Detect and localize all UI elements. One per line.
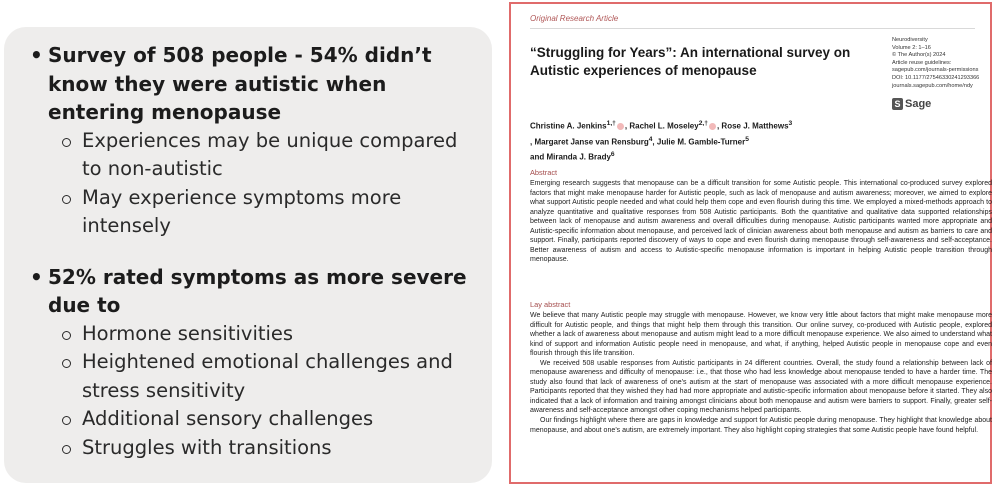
author-list	[530, 117, 860, 164]
journal-reuse: Article reuse guidelines:	[892, 59, 952, 66]
abstract-paragraph: Emerging research suggests that menopause can be a difficult transition for some Autistic people. This international co-produced survey explored factors that might make menopause harder for Autistic people, such as lack of menopause and autism awareness; moreover, we aimed to explore what support Autistic people needed and what could help them cope and even flourish during this time. We employed a mixed-methods approach to analyze quantitative and qualitative responses from 508 Autistic participants. Both the quantitative and qualitative data supported relationships between lack of menopause and autism awareness and overall difficulties during menopause. Autistic participants wanted more appropriate and Autistic-specific information about menopause, and perceived lack of clinician awareness about both menopause and autism as barriers to care and support. Finally, participants reported discovery of ways to cope and even flourish during menopause through self-awareness and self-acceptance. Better awareness of autism and access to Autistic-specific menopause information is important in helping Autistic people transition through menopause.	[530, 180, 992, 264]
author-name: Christine A. Jenkins	[530, 121, 607, 131]
header-divider	[530, 28, 975, 29]
publisher-logo	[892, 98, 931, 110]
paper-excerpt	[509, 2, 992, 484]
author-name: and Miranda J. Brady	[530, 152, 611, 162]
orcid-icon	[709, 123, 716, 130]
journal-volume: Volume 2: 1–16	[892, 44, 931, 51]
bullet-severity: • 52% rated symptoms as more severe due to	[30, 263, 480, 320]
journal-info	[892, 37, 992, 90]
sage-logo-icon: S	[892, 98, 903, 110]
summary-list	[30, 41, 480, 462]
sub-bullet-unique-experiences: Experiences may be unique compared to non-autistic	[30, 127, 480, 184]
author-name: , Rose J. Matthews	[716, 121, 789, 131]
journal-copyright: © The Author(s) 2024	[892, 52, 946, 59]
orcid-icon	[617, 123, 624, 130]
journal-permissions: sagepub.com/journals-permissions	[892, 67, 979, 74]
author-affiliation: 5	[745, 135, 749, 143]
sub-bullet-intense-symptoms: May experience symptoms more intensely	[30, 184, 480, 241]
paper-title: “Struggling for Years”: An international survey on Autistic experiences of menopause	[530, 45, 851, 78]
lay-abstract-heading: Lay abstract	[530, 300, 571, 309]
abstract-heading: Abstract	[530, 168, 558, 177]
publisher-name: Sage	[905, 98, 932, 110]
author-name: , Rachel L. Moseley	[624, 121, 699, 131]
sub-bullet-emotional: Heightened emotional challenges and stress sensitivity	[30, 348, 480, 405]
abstract-text	[530, 179, 992, 265]
author-affiliation: 1,†	[606, 120, 616, 127]
sub-bullet-hormone: Hormone sensitivities	[30, 320, 480, 349]
journal-name: Neurodiversity	[892, 37, 928, 43]
journal-doi: DOI: 10.1177/27546330241293366	[892, 74, 980, 81]
author-affiliation: 6	[610, 151, 615, 159]
author-affiliation: 4	[648, 135, 653, 143]
sub-bullet-sensory: Additional sensory challenges	[30, 405, 480, 434]
lay-paragraph-3: Our findings highlight where there are gaps in knowledge and support for Autistic people during menopause. They highlight that knowledge about menopause, and about one’s autism, are extremely important. They also highlight coping strategies that some Autistic people have found helpful.	[530, 417, 992, 434]
summary-panel	[4, 27, 492, 483]
author-affiliation: 3	[788, 120, 793, 127]
author-name: , Julie M. Gamble-Turner	[652, 137, 746, 147]
article-type: Original Research Article	[530, 14, 619, 23]
lay-paragraph-1: We believe that many Autistic people may struggle with menopause. However, we know very little about factors that might make menopause more difficult for Autistic people, and things that might help them through this transition. Our online survey, co-produced with Autistic people, explored whether a lack of awareness about menopause and autism might lead to a more difficult menopause experience. We also aimed to understand what kind of support and information Autistic people need in menopause, and what, if anything, helped Autistic people in menopause cope and even flourish through this life transition.	[530, 312, 992, 358]
lay-paragraph-2: We received 508 usable responses from Autistic participants in 24 different countries. Overall, the study found a relationship between lack of menopause awareness and difficulty of menopause: i.e., that those who had less knowledge about menopause tended to have a harder time. The study also found that lack of awareness of one’s autism at the start of menopause was associated with a more difficult menopause experience. Participants reported that they wished they had had more appropriate and autistic-specific information about menopause before it started. They also indicated that a lack of information and training amongst clinicians about both menopause and autism were barriers to support. Finally, greater self-awareness and self-acceptance amongst other coping mechanisms helped participants.	[530, 359, 992, 415]
lay-abstract-text	[530, 311, 992, 435]
sub-bullet-transitions: Struggles with transitions	[30, 434, 480, 463]
author-affiliation: 2,†	[698, 120, 708, 127]
journal-site: journals.sagepub.com/home/ndy	[892, 82, 973, 89]
author-name: , Margaret Janse van Rensburg	[530, 137, 649, 147]
bullet-survey: • Survey of 508 people - 54% didn’t know they were autistic when entering menopause	[30, 41, 480, 127]
